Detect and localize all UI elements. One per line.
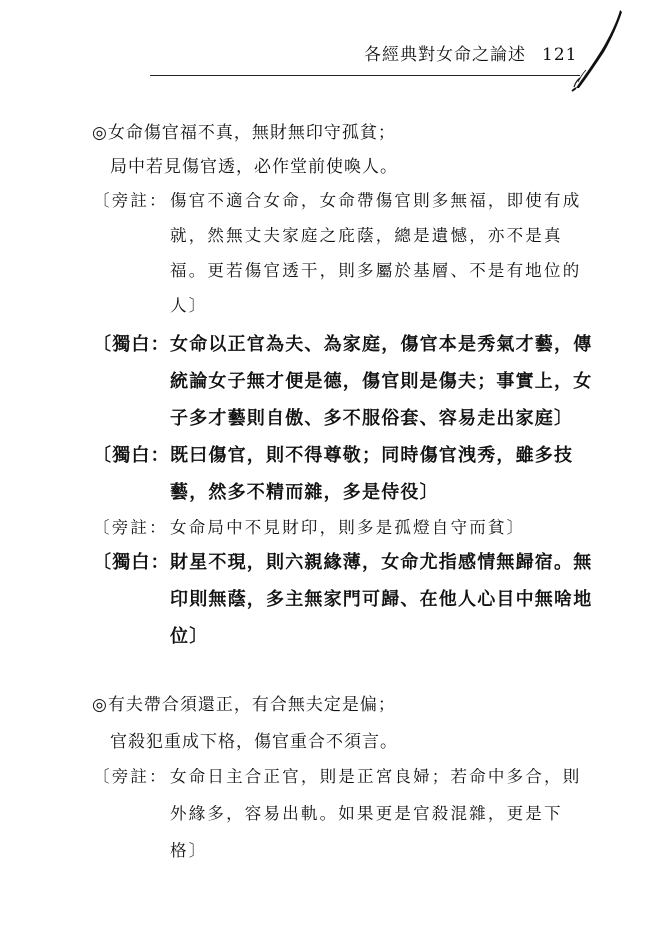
monologue-label: 〔獨白： xyxy=(93,334,170,355)
note-line: 女命局中不見財印，則多是孤燈自守而貧〕 xyxy=(170,518,526,537)
verse-line: ◎女命傷官福不真，無財無印守孤貧； xyxy=(92,123,396,143)
note-line: 人〕 xyxy=(170,296,208,315)
monologue-line: 既曰傷官，則不得尊敬；同時傷官洩秀，雖多技 xyxy=(170,445,574,466)
verse-line: 官殺犯重成下格，傷官重合不須言。 xyxy=(110,732,398,752)
note-line: 格〕 xyxy=(170,841,208,860)
chapter-title: 各經典對女命之論述 xyxy=(364,45,526,65)
calligraphy-brush-icon xyxy=(568,8,628,92)
note-line: 女命日主合正官，則是正宮良婦；若命中多合，則 xyxy=(170,767,582,786)
monologue-label: 〔獨白： xyxy=(93,552,170,573)
monologue-line: 女命以正官為夫、為家庭，傷官本是秀氣才藝，傳 xyxy=(170,334,593,355)
verse-line: 局中若見傷官透，必作堂前使喚人。 xyxy=(110,157,398,177)
header-rule xyxy=(150,75,580,76)
verse-line: ◎有夫帶合須還正，有合無夫定是偏； xyxy=(92,695,396,715)
note-line: 外緣多，容易出軌。如果更是官殺混雜，更是下 xyxy=(170,804,563,823)
monologue-line: 位〕 xyxy=(170,626,209,647)
monologue-line: 子多才藝則自傲、多不服俗套、容易走出家庭〕 xyxy=(170,408,574,429)
monologue-line: 財星不現，則六親緣薄，女命尤指感情無歸宿。無 xyxy=(170,552,593,573)
monologue-label: 〔獨白： xyxy=(93,445,170,466)
monologue-line: 統論女子無才便是德，傷官則是傷夫；事實上，女 xyxy=(170,371,593,392)
note-label: 〔旁註： xyxy=(93,518,168,537)
note-line: 就，然無丈夫家庭之庇蔭，總是遺憾，亦不是真 xyxy=(170,226,563,245)
monologue-line: 印則無蔭，多主無家門可歸、在他人心目中無啥地 xyxy=(170,589,593,610)
note-line: 福。更若傷官透干，則多屬於基層、不是有地位的 xyxy=(170,261,582,280)
note-label: 〔旁註： xyxy=(93,767,168,786)
note-label: 〔旁註： xyxy=(93,191,168,210)
running-header xyxy=(364,40,577,65)
note-line: 傷官不適合女命，女命帶傷官則多無福，即使有成 xyxy=(170,191,582,210)
monologue-line: 藝，然多不精而雜，多是侍役〕 xyxy=(170,482,439,503)
page-number: 121 xyxy=(542,45,578,65)
